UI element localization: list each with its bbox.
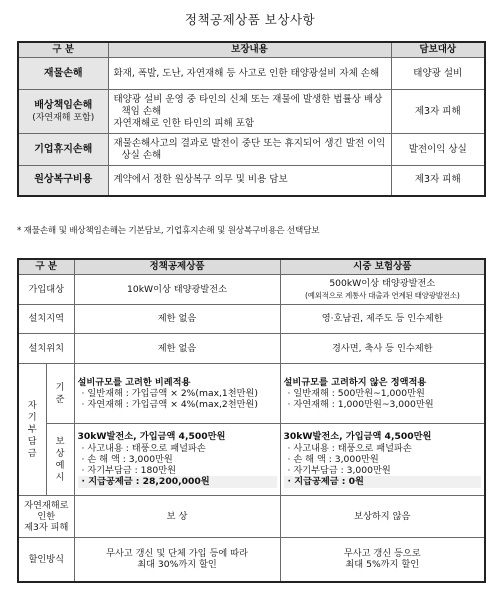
policy-cell: 제한 없음 <box>74 334 280 364</box>
list-item: 재물손해사고의 결과로 발전이 중단 또는 휴지되어 생긴 발전 이익 상실 손해 <box>113 137 386 161</box>
policy-cell: 무사고 갱신 및 단체 가입 등에 따라 최대 30%까지 할인 <box>74 538 280 582</box>
row-label: 설치위치 <box>18 334 74 364</box>
row-label: 원상복구비용 <box>18 166 108 196</box>
coverage-target: 발전이익 상실 <box>391 134 485 166</box>
row-label: 할인방식 <box>18 538 74 582</box>
market-cell: 경사면, 축사 등 인수제한 <box>280 334 485 364</box>
table-row <box>18 58 485 90</box>
header-coverage: 보장내용 <box>108 42 391 58</box>
table-row <box>18 90 485 134</box>
example-label: 보 상 예 시 <box>46 424 74 496</box>
coverage-header-row <box>18 42 485 58</box>
list-item: 화재, 폭발, 도난, 자연재해 등 사고로 인한 태양광설비 자체 손해 <box>113 67 380 79</box>
row-label: 재물손해 <box>18 58 108 90</box>
table-row <box>18 424 485 496</box>
row-label: 자연재해로 인한 제3자 피해 <box>18 496 74 538</box>
policy-total: · 지급공제금 : 28,200,000원 <box>78 476 277 487</box>
coverage-content <box>108 166 391 196</box>
footnote: * 재물손해 및 배상책임손해는 기본담보, 기업휴지손해 및 원상복구비용은 선택담보 <box>17 226 320 236</box>
deductible-group-label: 자 기 부 담 금 <box>18 364 46 496</box>
coverage-target: 제3자 피해 <box>391 90 485 134</box>
row-label: 기업휴지손해 <box>18 134 108 166</box>
header-policy: 정책공제상품 <box>74 259 280 275</box>
header-target: 담보대상 <box>391 42 485 58</box>
policy-cell: 제한 없음 <box>74 305 280 334</box>
market-criteria: 설비규모를 고려하지 않은 정액적용 · 일반재해 : 500만원~1,000만원 · 자연재해 : 1,000만원~3,000만원 <box>280 364 485 424</box>
coverage-content <box>108 134 391 166</box>
coverage-table <box>17 41 486 197</box>
market-total: · 지급공제금 : 0원 <box>284 476 482 487</box>
policy-example: 30kW발전소, 가입금액 4,500만원 · 사고내용 : 태풍으로 패널파손 · 손 해 액 : 3,000만원 · 자기부담금 : 180만원 · 지급공제금 : 28,200,000원 <box>74 424 280 496</box>
market-cell: 영·호남권, 제주도 등 인수제한 <box>280 305 485 334</box>
coverage-target: 제3자 피해 <box>391 166 485 196</box>
market-cell: 무사고 갱신 등으로 최대 5%까지 할인 <box>280 538 485 582</box>
policy-criteria: 설비규모를 고려한 비례적용 · 일반재해 : 가입금액 × 2%(max,1천만원) · 자연재해 : 가입금액 × 4%(max,2천만원) <box>74 364 280 424</box>
header-category: 구 분 <box>18 42 108 58</box>
market-cell: 500kW이상 태양광발전소 (예외적으로 계통사 대출과 연계된 태양광발전소) <box>280 275 485 305</box>
table-row <box>18 334 485 364</box>
list-item: 태양광 설비 운영 중 타인의 신체 또는 재물에 발생한 법률상 배상책임 손해 <box>113 93 383 117</box>
comparison-header-row <box>18 259 485 275</box>
table-row <box>18 496 485 538</box>
coverage-content <box>108 90 391 134</box>
row-label: 배상책임손해 (자연재해 포함) <box>18 90 108 134</box>
comparison-table <box>17 258 486 583</box>
table-row <box>18 364 485 424</box>
market-note: (예외적으로 계통사 대출과 연계된 태양광발전소) <box>305 290 460 300</box>
policy-cell: 보 상 <box>74 496 280 538</box>
policy-cell: 10kW이상 태양광발전소 <box>74 275 280 305</box>
list-item: 계약에서 정한 원상복구 의무 및 비용 담보 <box>113 174 288 186</box>
header-category: 구 분 <box>18 259 74 275</box>
criteria-label: 기 준 <box>46 364 74 424</box>
coverage-content <box>108 58 391 90</box>
row-label: 가입대상 <box>18 275 74 305</box>
market-example: 30kW발전소, 가입금액 4,500만원 · 사고내용 : 태풍으로 패널파손 · 손 해 액 : 3,000만원 · 자기부담금 : 3,000만원 · 지급공제금 : 0원 <box>280 424 485 496</box>
document-title: 정책공제상품 보상사항 <box>184 12 316 27</box>
table-row <box>18 305 485 334</box>
market-cell: 보상하지 않음 <box>280 496 485 538</box>
table-row <box>18 134 485 166</box>
table-row <box>18 275 485 305</box>
coverage-target: 태양광 설비 <box>391 58 485 90</box>
table-row <box>18 538 485 582</box>
header-market: 시중 보험상품 <box>280 259 485 275</box>
list-item: 자연재해로 인한 타인의 피해 포함 <box>113 117 255 129</box>
row-label: 설치지역 <box>18 305 74 334</box>
table-row <box>18 166 485 196</box>
